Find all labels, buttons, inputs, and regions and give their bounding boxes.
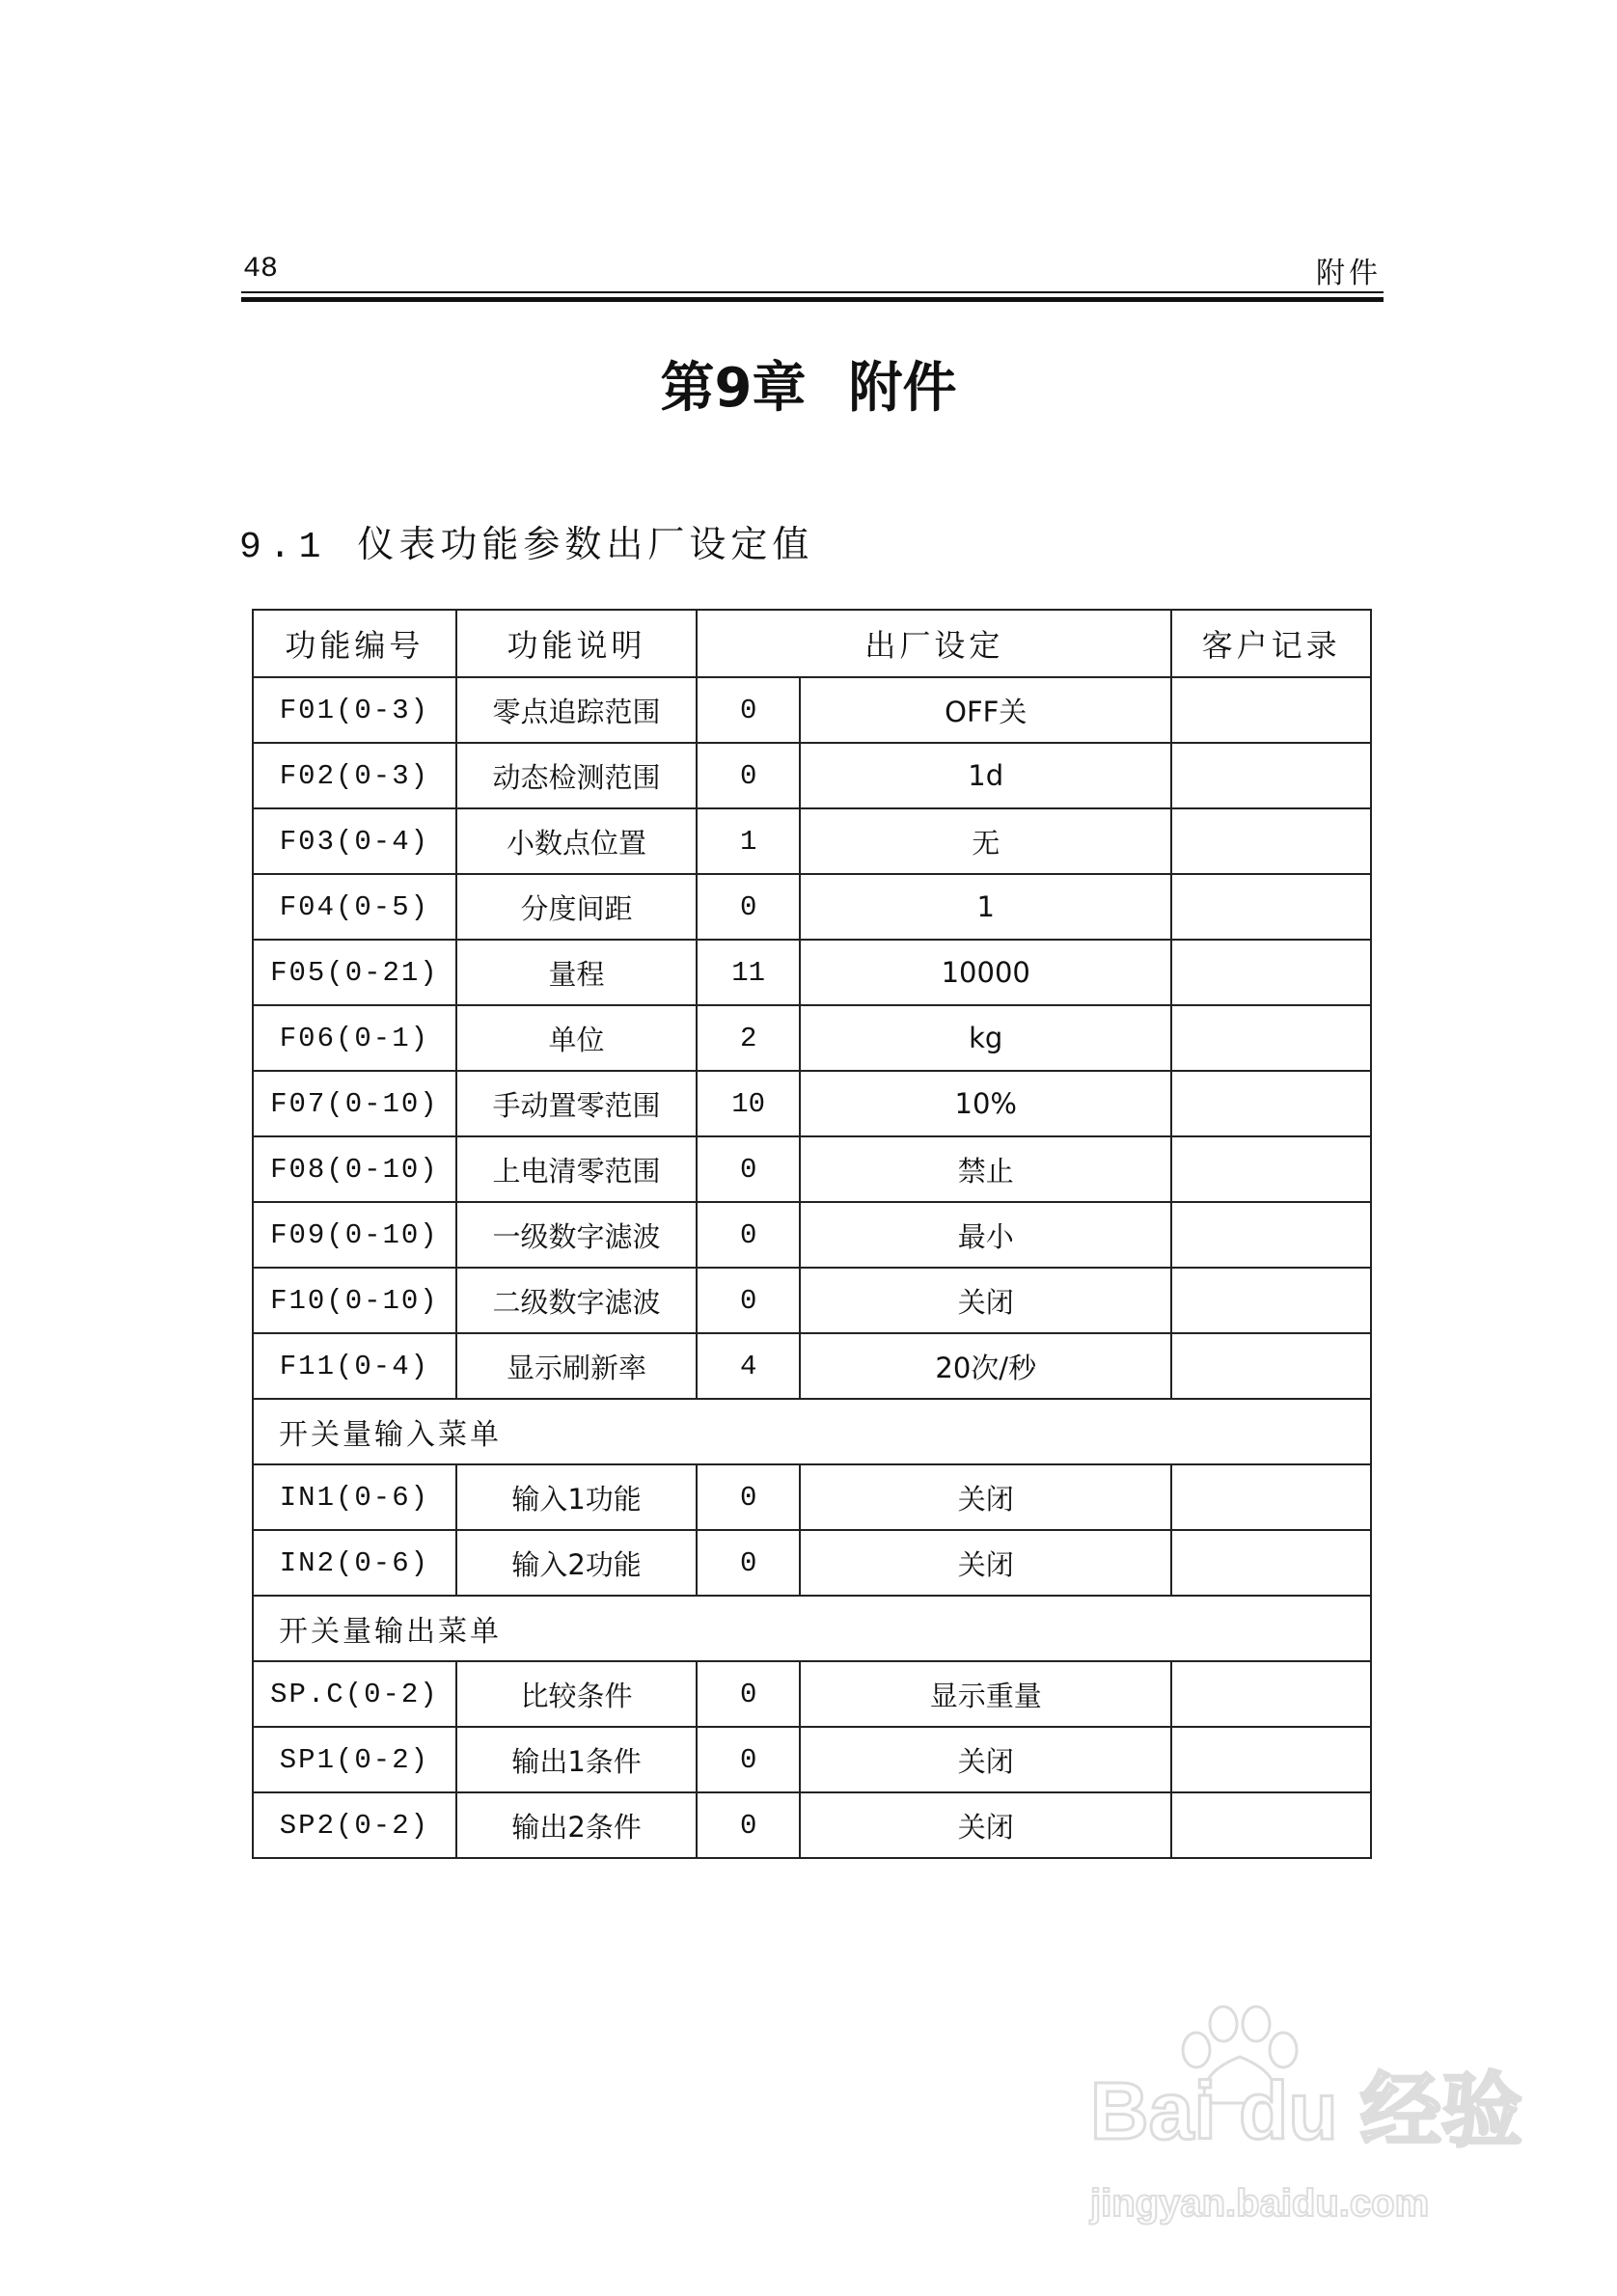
customer-record-cell[interactable] (1171, 1202, 1371, 1268)
param-value: 0 (697, 743, 800, 808)
table-row (253, 940, 1371, 1005)
group-label: 开关量输入菜单 (253, 1399, 1371, 1464)
param-code: F02(0-3) (253, 743, 456, 808)
param-value: 0 (697, 1202, 800, 1268)
param-value: 0 (697, 1136, 800, 1202)
table-row (253, 808, 1371, 874)
section-title: 仪表功能参数出厂设定值 (357, 523, 814, 565)
param-desc: 分度间距 (456, 874, 697, 940)
param-value: 4 (697, 1333, 800, 1399)
param-code: F11(0-4) (253, 1333, 456, 1399)
param-value: 0 (697, 1464, 800, 1530)
param-value: 0 (697, 1268, 800, 1333)
param-meaning: OFF关 (800, 677, 1171, 743)
customer-record-cell[interactable] (1171, 1530, 1371, 1596)
param-value: 11 (697, 940, 800, 1005)
customer-record-cell[interactable] (1171, 874, 1371, 940)
param-desc: 显示刷新率 (456, 1333, 697, 1399)
param-meaning: 无 (800, 808, 1171, 874)
param-desc: 输入2功能 (456, 1530, 697, 1596)
table-row (253, 1661, 1371, 1727)
section-heading (239, 514, 813, 568)
group-row (253, 1596, 1371, 1661)
customer-record-cell[interactable] (1171, 1005, 1371, 1071)
param-code: IN2(0-6) (253, 1530, 456, 1596)
table-row (253, 677, 1371, 743)
chapter-label: 第9章 (660, 357, 807, 420)
param-value: 0 (697, 677, 800, 743)
group-label: 开关量输出菜单 (253, 1596, 1371, 1661)
table-row (253, 1792, 1371, 1858)
header-factory: 出厂设定 (697, 610, 1171, 677)
customer-record-cell[interactable] (1171, 940, 1371, 1005)
param-desc: 输入1功能 (456, 1464, 697, 1530)
param-value: 2 (697, 1005, 800, 1071)
param-desc: 单位 (456, 1005, 697, 1071)
param-desc: 动态检测范围 (456, 743, 697, 808)
param-desc: 二级数字滤波 (456, 1268, 697, 1333)
table-row (253, 1464, 1371, 1530)
param-code: F05(0-21) (253, 940, 456, 1005)
running-header: 附件 (1316, 257, 1382, 290)
customer-record-cell[interactable] (1171, 808, 1371, 874)
param-code: F06(0-1) (253, 1005, 456, 1071)
table-row (253, 1333, 1371, 1399)
group-row (253, 1399, 1371, 1464)
param-value: 0 (697, 1727, 800, 1792)
param-code: F04(0-5) (253, 874, 456, 940)
table-row (253, 743, 1371, 808)
table-row (253, 1136, 1371, 1202)
customer-record-cell[interactable] (1171, 1071, 1371, 1136)
table-row (253, 1727, 1371, 1792)
param-desc: 量程 (456, 940, 697, 1005)
param-code: IN1(0-6) (253, 1464, 456, 1530)
param-meaning: kg (800, 1005, 1171, 1071)
customer-record-cell[interactable] (1171, 677, 1371, 743)
table-row (253, 1530, 1371, 1596)
param-desc: 输出2条件 (456, 1792, 697, 1858)
customer-record-cell[interactable] (1171, 1464, 1371, 1530)
param-value: 0 (697, 1661, 800, 1727)
param-meaning: 1 (800, 874, 1171, 940)
section-number: 9.1 (239, 527, 329, 568)
param-value: 0 (697, 1792, 800, 1858)
param-value: 0 (697, 874, 800, 940)
param-code: F09(0-10) (253, 1202, 456, 1268)
customer-record-cell[interactable] (1171, 1792, 1371, 1858)
param-code: F10(0-10) (253, 1268, 456, 1333)
table-row (253, 874, 1371, 940)
factory-settings-table (252, 609, 1372, 1859)
header-customer: 客户记录 (1171, 610, 1371, 677)
param-desc: 零点追踪范围 (456, 677, 697, 743)
header-desc: 功能说明 (456, 610, 697, 677)
param-meaning: 显示重量 (800, 1661, 1171, 1727)
param-desc: 小数点位置 (456, 808, 697, 874)
param-meaning: 1d (800, 743, 1171, 808)
page-number: 48 (243, 253, 279, 286)
param-value: 1 (697, 808, 800, 874)
param-meaning: 关闭 (800, 1530, 1171, 1596)
param-desc: 输出1条件 (456, 1727, 697, 1792)
param-meaning: 关闭 (800, 1268, 1171, 1333)
chapter-name: 附件 (848, 357, 957, 420)
param-code: F08(0-10) (253, 1136, 456, 1202)
header-rule-thin (241, 291, 1384, 293)
param-desc: 上电清零范围 (456, 1136, 697, 1202)
param-meaning: 最小 (800, 1202, 1171, 1268)
chapter-title (0, 345, 1617, 423)
table-header-row (253, 610, 1371, 677)
param-code: F07(0-10) (253, 1071, 456, 1136)
param-value: 0 (697, 1530, 800, 1596)
param-meaning: 20次/秒 (800, 1333, 1171, 1399)
customer-record-cell[interactable] (1171, 743, 1371, 808)
param-desc: 比较条件 (456, 1661, 697, 1727)
param-desc: 手动置零范围 (456, 1071, 697, 1136)
table-row (253, 1268, 1371, 1333)
baidu-watermark (1090, 2064, 1611, 2277)
param-code: F03(0-4) (253, 808, 456, 874)
customer-record-cell[interactable] (1171, 1333, 1371, 1399)
param-meaning: 10000 (800, 940, 1171, 1005)
customer-record-cell[interactable] (1171, 1727, 1371, 1792)
customer-record-cell[interactable] (1171, 1661, 1371, 1727)
param-code: F01(0-3) (253, 677, 456, 743)
customer-record-cell[interactable] (1171, 1268, 1371, 1333)
param-code: SP.C(0-2) (253, 1661, 456, 1727)
param-code: SP2(0-2) (253, 1792, 456, 1858)
param-desc: 一级数字滤波 (456, 1202, 697, 1268)
customer-record-cell[interactable] (1171, 1136, 1371, 1202)
header-rule-thick (241, 297, 1384, 302)
watermark-url: jingyan.baidu.com (1090, 2182, 1430, 2225)
param-code: SP1(0-2) (253, 1727, 456, 1792)
table-row (253, 1202, 1371, 1268)
param-meaning: 关闭 (800, 1464, 1171, 1530)
header-code: 功能编号 (253, 610, 456, 677)
param-meaning: 10% (800, 1071, 1171, 1136)
param-meaning: 关闭 (800, 1792, 1171, 1858)
watermark-brand: Bai du 经验 (1090, 2065, 1523, 2156)
table-row (253, 1071, 1371, 1136)
param-value: 10 (697, 1071, 800, 1136)
table-row (253, 1005, 1371, 1071)
param-meaning: 禁止 (800, 1136, 1171, 1202)
param-meaning: 关闭 (800, 1727, 1171, 1792)
